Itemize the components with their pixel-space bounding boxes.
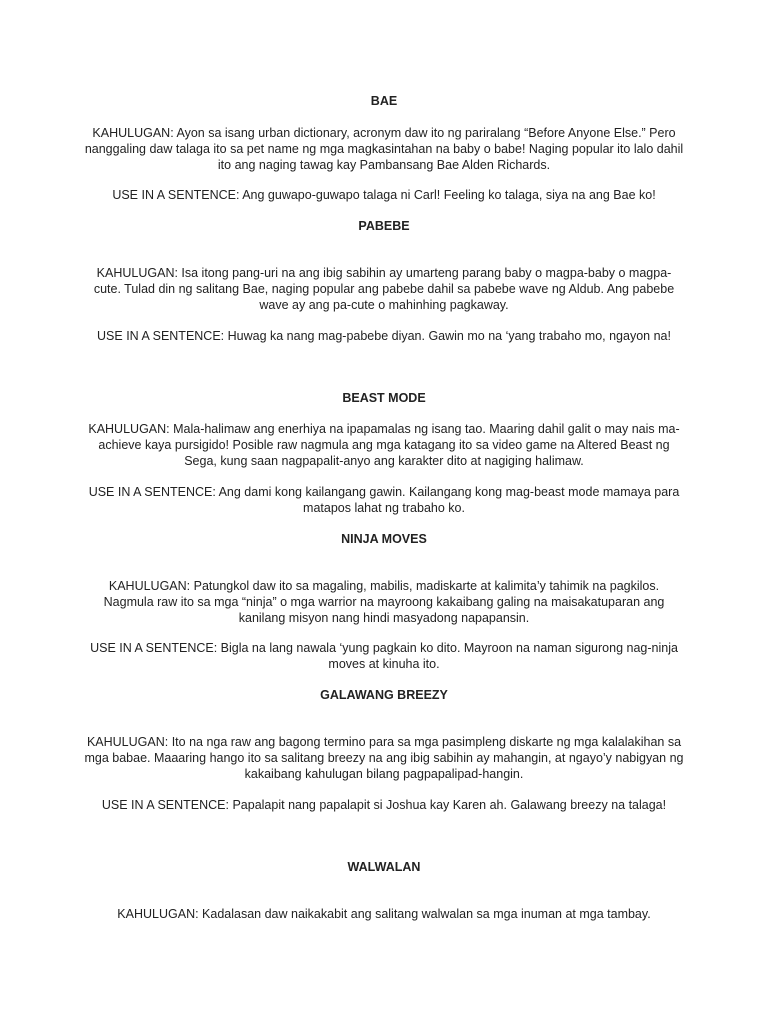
sentence-bae: USE IN A SENTENCE: Ang guwapo-guwapo talaga ni Carl! Feeling ko talaga, siya na ang Bae ko!: [112, 188, 656, 202]
meaning-galawang-breezy: KAHULUGAN: Ito na nga raw ang bagong termino para sa mga pasimpleng diskarte ng mga kalalakihan sa mga babae. Maaaring hango ito sa salitang breezy na ang ibig sabihin ay mahangin, at ngayo’y nabigyan ng kakaibang kahulugan bilang pagpapalipad-hangin.: [84, 735, 684, 781]
sentence-galawang-breezy: USE IN A SENTENCE: Papalapit nang papalapit si Joshua kay Karen ah. Galawang breezy na talaga!: [101, 798, 667, 812]
term-heading-ninja-moves: NINJA MOVES: [341, 532, 427, 546]
term-heading-bae: BAE: [370, 94, 398, 108]
term-heading-walwalan: WALWALAN: [347, 860, 421, 874]
sentence-beast-mode: USE IN A SENTENCE: Ang dami kong kailangang gawin. Kailangang kong mag-beast mode mamaya para matapos lahat ng trabaho ko.: [88, 485, 680, 515]
meaning-pabebe: KAHULUGAN: Isa itong pang-uri na ang ibig sabihin ay umarteng parang baby o magpa-baby o magpa-cute. Tulad din ng salitang Bae, naging popular ang pabebe dahil sa pabebe wave ng Aldub. Ang pabebe wave ay ang pa-cute o mahinhing pagkaway.: [93, 266, 675, 312]
sentence-ninja-moves: USE IN A SENTENCE: Bigla na lang nawala ‘yung pagkain ko dito. Mayroon na naman sigurong nag-ninja moves at kinuha ito.: [90, 641, 678, 671]
meaning-bae: KAHULUGAN: Ayon sa isang urban dictionary, acronym daw ito ng pariralang “Before Anyone Else.” Pero nanggaling daw talaga ito sa pet name ng mga magkasintahan na baby o babe! Naging popular ito lalo dahil ito ang naging tawag kay Pambansang Bae Alden Richards.: [84, 126, 684, 172]
term-heading-pabebe: PABEBE: [358, 219, 410, 233]
meaning-beast-mode: KAHULUGAN: Mala-halimaw ang enerhiya na ipapamalas ng isang tao. Maaring dahil galit o may nais ma-achieve kaya pursigido! Posible raw nagmula ang mga katagang ito sa video game na Altered Beast ng Sega, kung saan nagpapalit-anyo ang karakter dito at nagiging halimaw.: [88, 422, 680, 468]
sentence-pabebe: USE IN A SENTENCE: Huwag ka nang mag-pabebe diyan. Gawin mo na ‘yang trabaho mo, ngayon na!: [97, 329, 671, 343]
meaning-walwalan: KAHULUGAN: Kadalasan daw naikakabit ang salitang walwalan sa mga inuman at mga tambay.: [117, 907, 651, 921]
term-heading-beast-mode: BEAST MODE: [342, 391, 426, 405]
term-heading-galawang-breezy: GALAWANG BREEZY: [320, 688, 448, 702]
meaning-ninja-moves: KAHULUGAN: Patungkol daw ito sa magaling, mabilis, madiskarte at kalimita’y tahimik na pagkilos. Nagmula raw ito sa mga “ninja” o mga warrior na mayroong kakaibang galing na maisakatuparan ang kanilang misyon nang hindi masyadong napapansin.: [103, 579, 665, 625]
